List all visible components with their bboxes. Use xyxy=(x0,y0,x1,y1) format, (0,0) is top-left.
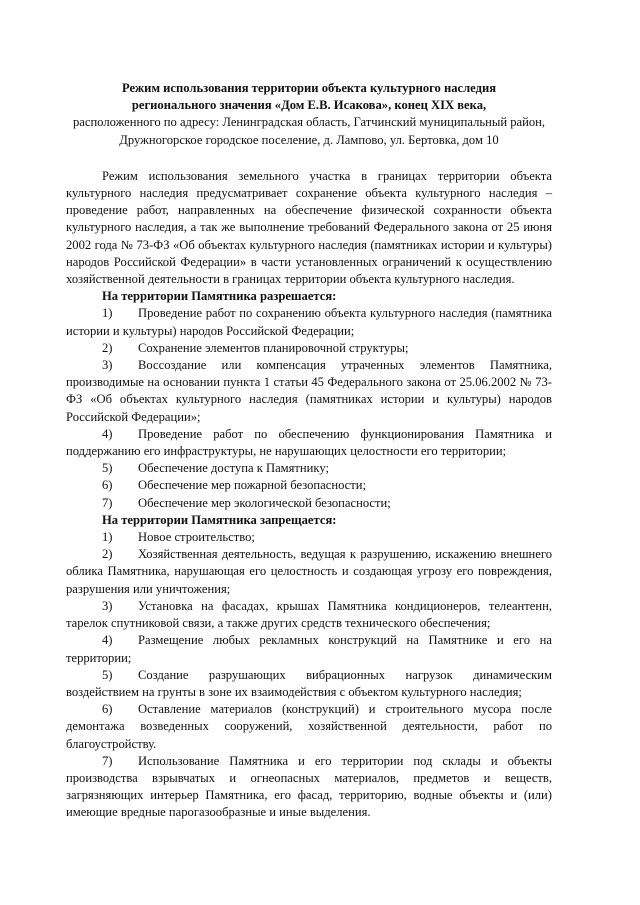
list-item xyxy=(66,546,552,598)
item-number: 4) xyxy=(102,426,113,441)
item-text: Оставление материалов (конструкций) и строительного мусора после демонтажа возведенных сооружений, хозяйственной деятельности, работ по благоустройству. xyxy=(66,702,552,751)
list-item xyxy=(66,477,552,494)
list-item xyxy=(66,667,552,701)
list-item xyxy=(66,340,552,357)
list-item xyxy=(66,357,552,426)
item-text: Установка на фасадах, крышах Памятника кондиционеров, телеантенн, тарелок спутниковой связи, а также других средств технического обеспечения; xyxy=(66,598,552,631)
allowed-list xyxy=(66,305,552,511)
item-text: Обеспечение мер экологической безопасности; xyxy=(138,495,391,510)
allowed-heading: На территории Памятника разрешается: xyxy=(102,289,337,304)
forbidden-heading: На территории Памятника запрещается: xyxy=(102,512,337,527)
list-item xyxy=(66,753,552,822)
list-item xyxy=(66,632,552,666)
item-number: 3) xyxy=(102,358,113,373)
item-text: Создание разрушающих вибрационных нагрузок динамическим воздействием на грунты в зоне их взаимодействия с объектом культурного наследия; xyxy=(66,667,552,699)
item-text: Обеспечение мер пожарной безопасности; xyxy=(138,478,367,493)
item-number: 4) xyxy=(102,633,113,648)
item-text: Новое строительство; xyxy=(138,530,255,545)
item-text: Использование Памятника и его территории под склады и объекты производства взрывчатых и огнеопасных материалов, предметов и веществ, загрязняющих интерьер Памятника, его фасад, территорию, водные объекты и (или) имеющие вредные парогазообразные и иные выделения. xyxy=(66,753,552,820)
title-line-1: Режим использования территории объекта культурного наследия xyxy=(121,81,497,95)
item-text: Размещение любых рекламных конструкций на Памятнике и его на территории; xyxy=(66,633,552,665)
item-text: Воссоздание или компенсация утраченных элементов Памятника, производимые на основании пункта 1 статьи 45 Федерального закона от 25.06.2002 № 73-ФЗ «Об объектах культурного наследия (памятниках истории и культуры) народов Российской Федерации»; xyxy=(66,358,552,424)
item-text: Сохранение элементов планировочной структуры; xyxy=(138,340,409,355)
item-number: 5) xyxy=(102,667,113,682)
item-number: 7) xyxy=(102,753,113,768)
intro-paragraph: Режим использования земельного участка в границах территории объекта культурного наследия предусматривает сохранение объекта культурного наследия – проведение работ, направленных на обеспечение физической сохранности объекта культурного наследия, а так же выполнение требований Федерального закона от 25 июня 2002 года № 73-ФЗ «Об объектах культурного наследия (памятниках истории и культуры) народов Российской Федерации» в части установленных ограничений к осуществлению хозяйственной деятельности в границах территории объекта культурного наследия. xyxy=(66,168,552,287)
item-number: 1) xyxy=(102,530,113,545)
document-title xyxy=(66,80,552,149)
list-item xyxy=(66,529,552,546)
title-line-2: регионального значения «Дом Е.В. Исакова», конец XIX века, xyxy=(131,98,487,113)
item-number: 2) xyxy=(102,340,113,355)
item-text: Проведение работ по сохранению объекта культурного наследия (памятника истории и культуры) народов Российской Федерации; xyxy=(66,306,552,338)
item-number: 5) xyxy=(102,461,113,476)
list-item xyxy=(66,426,552,460)
item-number: 6) xyxy=(102,478,113,493)
item-number: 6) xyxy=(102,702,113,717)
item-number: 7) xyxy=(102,495,113,510)
list-item xyxy=(66,460,552,477)
document-page xyxy=(66,80,552,822)
title-address: расположенного по адресу: Ленинградская область, Гатчинский муниципальный район, Дружногорское городское поселение, д. Лампово, ул. Бертовка, дом 10 xyxy=(72,115,546,147)
item-number: 2) xyxy=(102,547,113,562)
list-item xyxy=(66,305,552,339)
item-text: Обеспечение доступа к Памятнику; xyxy=(138,461,329,476)
item-text: Хозяйственная деятельность, ведущая к разрушению, искажению внешнего облика Памятника, нарушающая его целостность и создающая угрозу его повреждения, разрушения или уничтожения; xyxy=(66,547,552,596)
forbidden-list xyxy=(66,529,552,821)
list-item xyxy=(66,598,552,632)
item-number: 1) xyxy=(102,306,113,321)
item-number: 3) xyxy=(102,598,113,613)
item-text: Проведение работ по обеспечению функционирования Памятника и поддержанию его инфраструктуры, не нарушающих целостности его территории; xyxy=(66,426,552,459)
list-item xyxy=(66,701,552,753)
list-item xyxy=(66,495,552,512)
